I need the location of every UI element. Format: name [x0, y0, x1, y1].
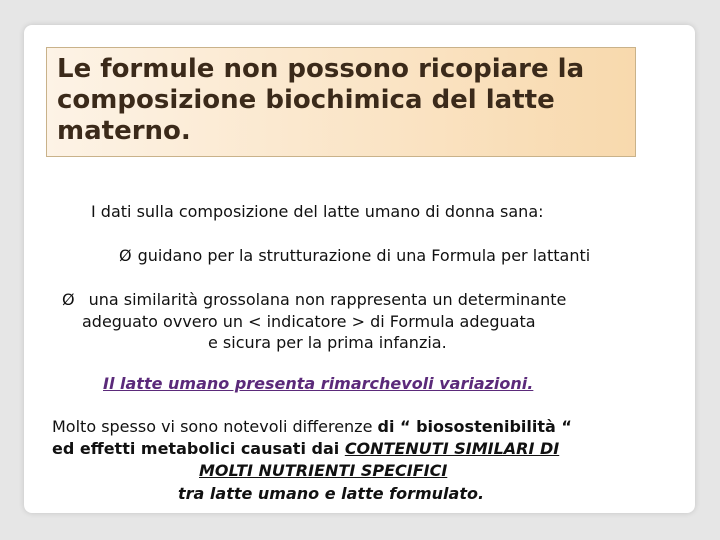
bullet-2-line-1: una similarità grossolana non rappresenta un determinante — [88, 290, 567, 309]
bullet-2-line-3: e sicura per la prima infanzia. — [208, 333, 447, 352]
closing-line-4: tra latte umano e latte formulato. — [178, 484, 485, 503]
closing-line-1-bold: di “ biosostenibilità “ — [377, 417, 572, 436]
closing-line-2-underline: CONTENUTI SIMILARI DI — [344, 439, 560, 458]
closing-line-2 — [52, 438, 559, 459]
closing-line-3: MOLTI NUTRIENTI SPECIFICI — [199, 461, 448, 480]
bullet-item-1 — [119, 246, 590, 266]
bullet-1-text: guidano per la strutturazione di una Formula per lattanti — [137, 246, 591, 265]
bullet-2-line-2: adeguato ovvero un < indicatore > di Formula adeguata — [82, 312, 536, 331]
emphasis-statement: Il latte umano presenta rimarchevoli variazioni. — [103, 374, 534, 393]
title-box — [46, 47, 636, 157]
arrow-bullet-icon: Ø — [119, 246, 132, 265]
bullet-item-2 — [62, 290, 566, 310]
arrow-bullet-icon: Ø — [62, 290, 75, 309]
closing-line-2-bold: ed effetti metabolici causati dai — [52, 439, 345, 458]
closing-line-1-normal: Molto spesso vi sono notevoli differenze — [52, 417, 378, 436]
closing-line-1 — [52, 416, 572, 437]
slide-title: Le formule non possono ricopiare la composizione biochimica del latte materno. — [57, 54, 585, 146]
intro-text: I dati sulla composizione del latte umano di donna sana: — [91, 202, 544, 221]
